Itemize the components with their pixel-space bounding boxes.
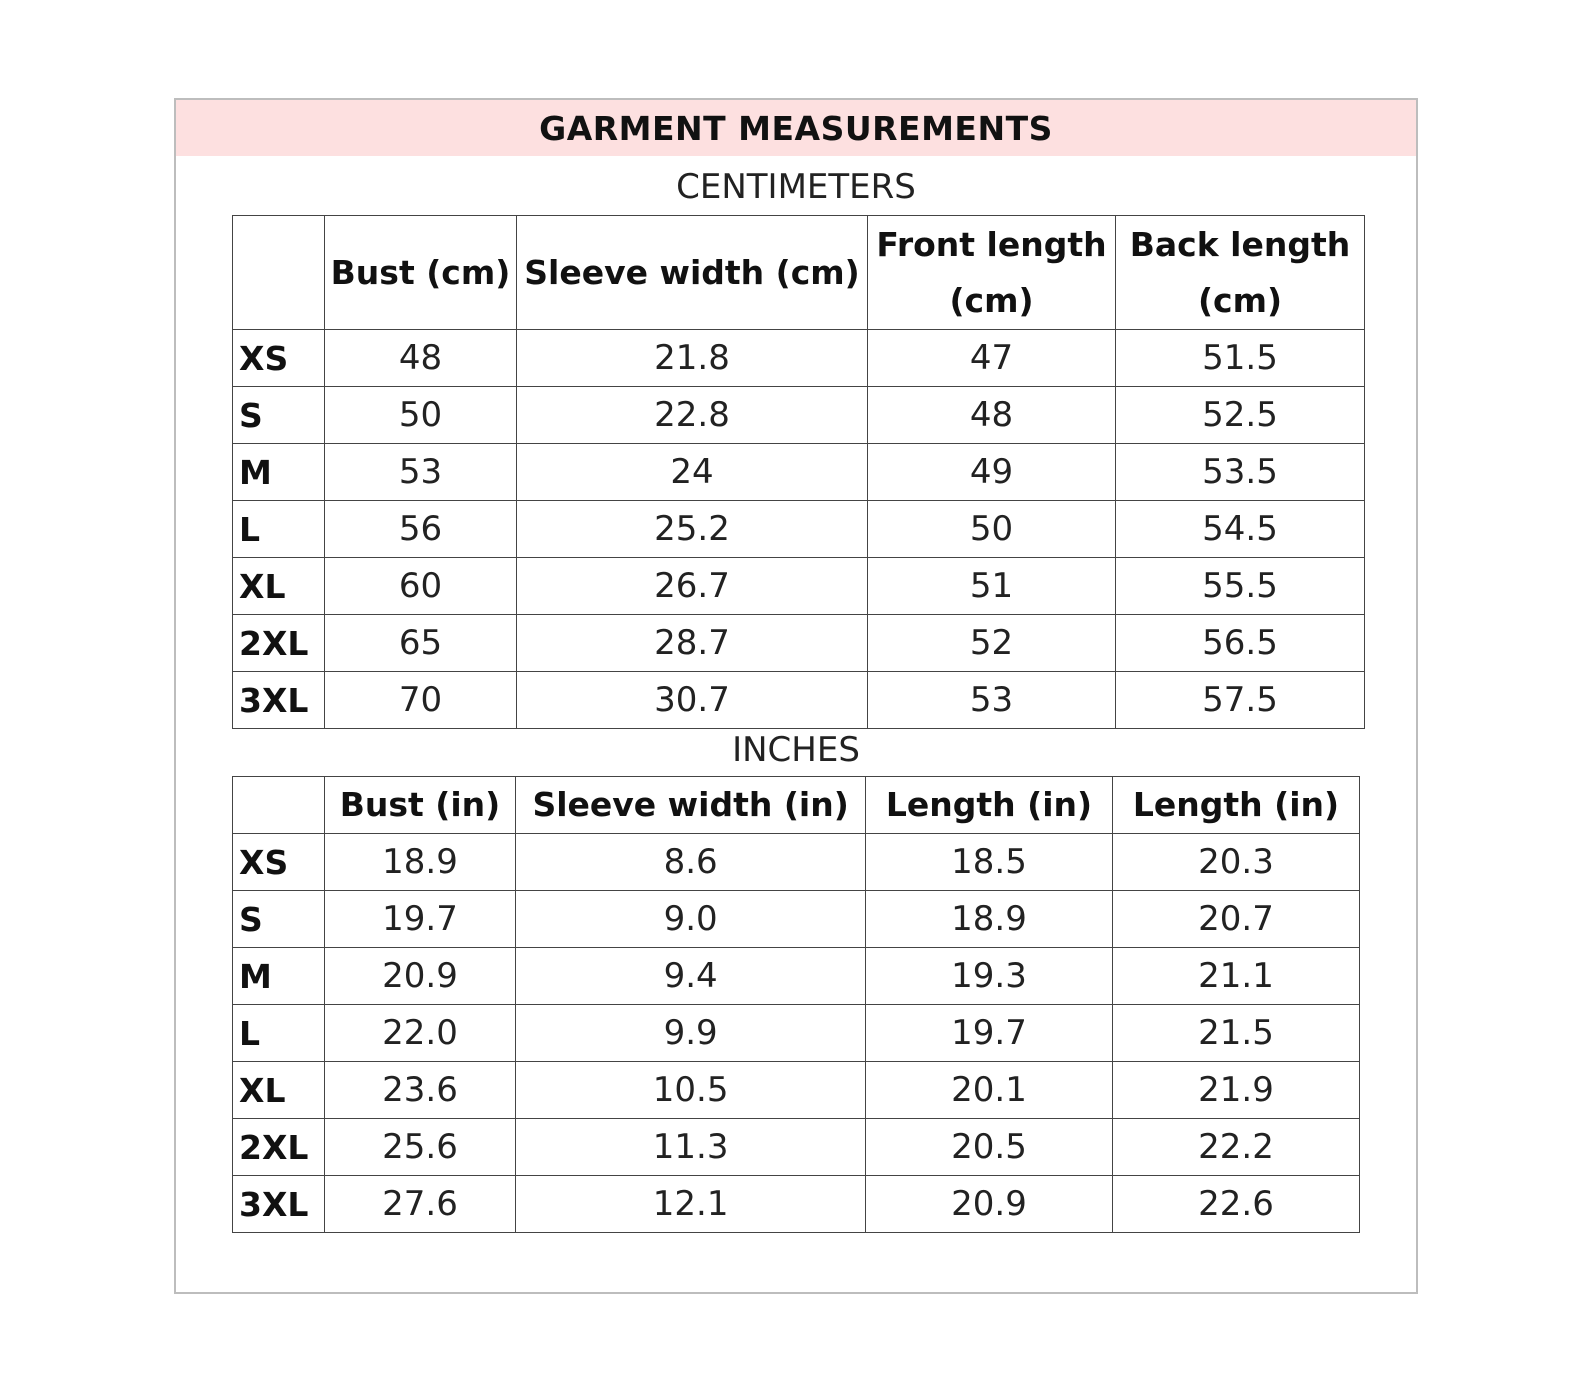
sleeve-width-value: 26.7 (517, 558, 868, 615)
back-length-value: 53.5 (1116, 444, 1365, 501)
table-row (233, 1062, 1360, 1119)
front-length-value: 19.7 (866, 1005, 1113, 1062)
back-length-value: 22.2 (1112, 1119, 1359, 1176)
front-length-value: 50 (868, 501, 1116, 558)
back-length-value: 20.3 (1112, 834, 1359, 891)
bust-value: 53 (325, 444, 517, 501)
inches-table (232, 776, 1360, 1233)
header-bust: Bust (in) (324, 777, 516, 834)
bust-value: 65 (325, 615, 517, 672)
table-row (233, 501, 1365, 558)
front-length-value: 51 (868, 558, 1116, 615)
table-row (233, 615, 1365, 672)
size-label: S (233, 387, 325, 444)
sleeve-width-value: 28.7 (517, 615, 868, 672)
measurement-card (174, 98, 1418, 1294)
back-length-value: 20.7 (1112, 891, 1359, 948)
back-length-value: 21.5 (1112, 1005, 1359, 1062)
front-length-value: 52 (868, 615, 1116, 672)
front-length-value: 20.9 (866, 1176, 1113, 1233)
front-length-value: 53 (868, 672, 1116, 729)
sleeve-width-value: 9.9 (516, 1005, 866, 1062)
bust-value: 25.6 (324, 1119, 516, 1176)
table-row (233, 330, 1365, 387)
header-front-length: Length (in) (866, 777, 1113, 834)
sleeve-width-value: 10.5 (516, 1062, 866, 1119)
table-row (233, 444, 1365, 501)
table-row (233, 672, 1365, 729)
table-row (233, 558, 1365, 615)
size-label: M (233, 948, 325, 1005)
header-sleeve-width: Sleeve width (in) (516, 777, 866, 834)
page-title: GARMENT MEASUREMENTS (176, 100, 1416, 156)
size-label: S (233, 891, 325, 948)
header-bust: Bust (cm) (325, 216, 517, 330)
table-header-row (233, 216, 1365, 330)
back-length-value: 52.5 (1116, 387, 1365, 444)
front-length-value: 48 (868, 387, 1116, 444)
table-row (233, 891, 1360, 948)
front-length-value: 18.5 (866, 834, 1113, 891)
bust-value: 18.9 (324, 834, 516, 891)
header-size (233, 216, 325, 330)
sleeve-width-value: 22.8 (517, 387, 868, 444)
back-length-value: 56.5 (1116, 615, 1365, 672)
sleeve-width-value: 21.8 (517, 330, 868, 387)
header-front-length: Front length (cm) (868, 216, 1116, 330)
size-label: L (233, 501, 325, 558)
bust-value: 19.7 (324, 891, 516, 948)
size-label: XS (233, 330, 325, 387)
centimeters-label: CENTIMETERS (676, 167, 916, 207)
bust-value: 20.9 (324, 948, 516, 1005)
back-length-value: 21.9 (1112, 1062, 1359, 1119)
bust-value: 60 (325, 558, 517, 615)
inches-label: INCHES (732, 730, 860, 770)
size-label: XL (233, 1062, 325, 1119)
sleeve-width-value: 24 (517, 444, 868, 501)
table-row (233, 1005, 1360, 1062)
front-length-value: 49 (868, 444, 1116, 501)
sleeve-width-value: 25.2 (517, 501, 868, 558)
back-length-value: 57.5 (1116, 672, 1365, 729)
back-length-value: 51.5 (1116, 330, 1365, 387)
header-back-length: Length (in) (1112, 777, 1359, 834)
back-length-value: 21.1 (1112, 948, 1359, 1005)
bust-value: 23.6 (324, 1062, 516, 1119)
table-row (233, 1119, 1360, 1176)
header-sleeve-width: Sleeve width (cm) (517, 216, 868, 330)
bust-value: 70 (325, 672, 517, 729)
sleeve-width-value: 12.1 (516, 1176, 866, 1233)
bust-value: 27.6 (324, 1176, 516, 1233)
front-length-value: 47 (868, 330, 1116, 387)
sleeve-width-value: 8.6 (516, 834, 866, 891)
size-label: XS (233, 834, 325, 891)
front-length-value: 20.5 (866, 1119, 1113, 1176)
front-length-value: 19.3 (866, 948, 1113, 1005)
table-row (233, 948, 1360, 1005)
back-length-value: 55.5 (1116, 558, 1365, 615)
size-label: L (233, 1005, 325, 1062)
table-row (233, 387, 1365, 444)
size-label: 3XL (233, 672, 325, 729)
bust-value: 56 (325, 501, 517, 558)
sleeve-width-value: 30.7 (517, 672, 868, 729)
table-row (233, 834, 1360, 891)
centimeters-table (232, 215, 1365, 729)
front-length-value: 18.9 (866, 891, 1113, 948)
sleeve-width-value: 9.4 (516, 948, 866, 1005)
table-header-row (233, 777, 1360, 834)
size-label: XL (233, 558, 325, 615)
bust-value: 22.0 (324, 1005, 516, 1062)
back-length-value: 22.6 (1112, 1176, 1359, 1233)
size-label: 2XL (233, 1119, 325, 1176)
size-label: M (233, 444, 325, 501)
sleeve-width-value: 9.0 (516, 891, 866, 948)
size-label: 2XL (233, 615, 325, 672)
back-length-value: 54.5 (1116, 501, 1365, 558)
sleeve-width-value: 11.3 (516, 1119, 866, 1176)
bust-value: 50 (325, 387, 517, 444)
table-row (233, 1176, 1360, 1233)
bust-value: 48 (325, 330, 517, 387)
front-length-value: 20.1 (866, 1062, 1113, 1119)
header-back-length: Back length (cm) (1116, 216, 1365, 330)
size-label: 3XL (233, 1176, 325, 1233)
header-size (233, 777, 325, 834)
